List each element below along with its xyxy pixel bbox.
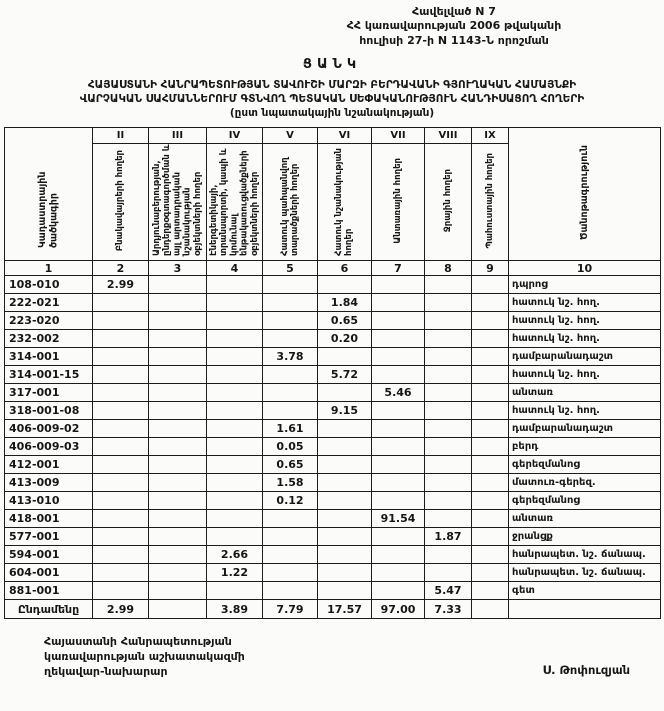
total-value-6: 17.57	[318, 600, 372, 619]
area-value	[263, 366, 318, 384]
area-value	[318, 420, 372, 438]
area-value	[372, 582, 425, 600]
area-value	[207, 528, 263, 546]
reserve-header-label: Պահուստային հողեր	[484, 152, 495, 249]
table-row	[5, 510, 661, 528]
roman-header-8: VIII	[425, 128, 472, 144]
area-value	[149, 330, 207, 348]
area-value: 1.22	[207, 564, 263, 582]
cadastral-code-header-label: Կադաստրային ծածկագիր	[37, 171, 60, 249]
area-value	[207, 348, 263, 366]
column-header-special-purpose	[318, 144, 372, 261]
cadastral-code: 108-010	[5, 276, 93, 294]
area-value	[372, 564, 425, 582]
note-cell: հատուկ նշ. հող.	[509, 330, 661, 348]
area-value	[425, 348, 472, 366]
area-value	[149, 546, 207, 564]
area-value	[93, 330, 149, 348]
area-value	[425, 510, 472, 528]
area-value	[263, 312, 318, 330]
document-subtitle	[4, 78, 660, 121]
note-cell: գետ	[509, 582, 661, 600]
signature-block	[44, 635, 630, 680]
area-value	[318, 456, 372, 474]
area-value	[425, 564, 472, 582]
residential-header-label: Բնակավայրերի հողեր	[115, 149, 126, 252]
total-value-2: 2.99	[93, 600, 149, 619]
area-value	[372, 402, 425, 420]
area-value	[207, 456, 263, 474]
note-cell: գերեզմանոց	[509, 456, 661, 474]
area-value	[263, 510, 318, 528]
area-value	[263, 564, 318, 582]
area-value	[93, 564, 149, 582]
area-value	[425, 384, 472, 402]
table-footer	[5, 600, 661, 619]
column-header-water	[425, 144, 472, 261]
area-value	[372, 366, 425, 384]
column-header-protected-areas	[263, 144, 318, 261]
land-categories-table	[4, 127, 661, 619]
cadastral-code: 232-002	[5, 330, 93, 348]
note-cell: անտառ	[509, 384, 661, 402]
notes-header-label: Ծանոթագրություն	[578, 144, 590, 240]
area-value	[318, 528, 372, 546]
area-value	[93, 546, 149, 564]
area-value	[93, 384, 149, 402]
table-row	[5, 402, 661, 420]
area-value	[149, 384, 207, 402]
column-header-cadastral-code	[5, 128, 93, 261]
table-row	[5, 546, 661, 564]
area-value	[207, 510, 263, 528]
column-header-residential	[93, 144, 149, 261]
column-number-1: 1	[5, 261, 93, 276]
table-row	[5, 420, 661, 438]
cadastral-code: 314-001-15	[5, 366, 93, 384]
area-value	[93, 420, 149, 438]
water-header-label: Ջրային հողեր	[442, 168, 453, 233]
roman-numeral-row	[5, 128, 661, 144]
area-value	[93, 294, 149, 312]
area-value	[149, 294, 207, 312]
appendix-line-2: ՀՀ կառավարության 2006 թվականի	[346, 19, 562, 33]
table-row	[5, 276, 661, 294]
cadastral-code: 577-001	[5, 528, 93, 546]
subtitle-line-2: ՎԱՐՉԱԿԱՆ ՍԱՀՄԱՆՆԵՐՈՒՄ ԳՏՆՎՈՂ ՊԵՏԱԿԱՆ ՍԵՓԱԿԱՆՈՒԹՅՈՒՆ ՀԱՆԴԻՍԱՑՈՂ ՀՈՂԵՐԻ	[79, 93, 585, 106]
area-value	[472, 384, 509, 402]
area-value	[149, 348, 207, 366]
column-header-energy-transport	[207, 144, 263, 261]
document-title: ՑԱՆԿ	[302, 56, 362, 72]
area-value	[372, 492, 425, 510]
area-value	[472, 564, 509, 582]
appendix-block	[254, 5, 654, 48]
area-value	[472, 510, 509, 528]
area-value	[372, 420, 425, 438]
subtitle-line-1: ՀԱՅԱՍՏԱՆԻ ՀԱՆՐԱՊԵՏՈՒԹՅԱՆ ՏԱՎՈՒՇԻ ՄԱՐԶԻ ԲԵՐԴԱՎԱՆԻ ԳՅՈՒՂԱԿԱՆ ՀԱՄԱՅՆՔԻ	[87, 78, 577, 91]
area-value	[372, 330, 425, 348]
area-value	[149, 492, 207, 510]
cadastral-code: 222-021	[5, 294, 93, 312]
area-value	[93, 528, 149, 546]
area-value	[207, 330, 263, 348]
area-value	[93, 438, 149, 456]
table-row	[5, 582, 661, 600]
table-row	[5, 294, 661, 312]
area-value	[207, 366, 263, 384]
cadastral-code: 318-001-08	[5, 402, 93, 420]
area-value	[93, 582, 149, 600]
subtitle-line-3: (ըստ նպատակային նշանակության)	[229, 107, 435, 120]
area-value	[263, 294, 318, 312]
area-value	[263, 546, 318, 564]
area-value	[149, 528, 207, 546]
column-number-6: 6	[318, 261, 372, 276]
area-value	[372, 312, 425, 330]
table-header	[5, 128, 661, 276]
cadastral-code: 406-009-03	[5, 438, 93, 456]
roman-header-4: IV	[207, 128, 263, 144]
area-value	[372, 294, 425, 312]
total-value-5: 7.79	[263, 600, 318, 619]
cadastral-code: 314-001	[5, 348, 93, 366]
area-value	[149, 366, 207, 384]
signatory-name: Ս. Թոփուզյան	[542, 663, 630, 678]
area-value: 5.46	[372, 384, 425, 402]
column-header-industrial	[149, 144, 207, 261]
industrial-header-label: Արդյունաբերության, ընդերքօգտագործման և այլ արտադրական նշանակության օբյեկտների հողեր	[152, 144, 203, 257]
cadastral-code: 413-009	[5, 474, 93, 492]
area-value: 1.84	[318, 294, 372, 312]
total-value-9	[472, 600, 509, 619]
roman-header-7: VII	[372, 128, 425, 144]
column-number-3: 3	[149, 261, 207, 276]
signatory-title-line-1: Հայաստանի Հանրապետության	[44, 635, 232, 649]
note-cell: մատուռ-գերեզ.	[509, 474, 661, 492]
note-cell: հատուկ նշ. հող.	[509, 366, 661, 384]
total-value-7: 97.00	[372, 600, 425, 619]
area-value: 2.66	[207, 546, 263, 564]
area-value	[318, 564, 372, 582]
signatory-title	[44, 635, 245, 680]
area-value	[93, 492, 149, 510]
note-cell: դամբարանադաշտ	[509, 348, 661, 366]
total-label: Ընդամենը	[5, 600, 93, 619]
column-header-notes	[509, 128, 661, 261]
area-value	[425, 330, 472, 348]
total-value-8: 7.33	[425, 600, 472, 619]
area-value: 9.15	[318, 402, 372, 420]
area-value	[263, 276, 318, 294]
area-value	[472, 348, 509, 366]
roman-header-5: V	[263, 128, 318, 144]
column-number-2: 2	[93, 261, 149, 276]
note-cell: հանրապետ. նշ. ճանապ.	[509, 564, 661, 582]
area-value	[425, 474, 472, 492]
area-value	[149, 474, 207, 492]
table-row	[5, 330, 661, 348]
cadastral-code: 317-001	[5, 384, 93, 402]
area-value	[472, 294, 509, 312]
column-header-forest	[372, 144, 425, 261]
area-value	[318, 492, 372, 510]
signatory-title-line-2: կառավարության աշխատակազմի	[44, 650, 245, 664]
cadastral-code: 881-001	[5, 582, 93, 600]
area-value	[207, 492, 263, 510]
area-value	[149, 510, 207, 528]
area-value	[93, 348, 149, 366]
area-value	[263, 402, 318, 420]
area-value	[372, 528, 425, 546]
area-value	[207, 438, 263, 456]
total-note	[509, 600, 661, 619]
area-value	[318, 582, 372, 600]
area-value	[372, 348, 425, 366]
area-value	[149, 276, 207, 294]
area-value: 91.54	[372, 510, 425, 528]
roman-header-2: II	[93, 128, 149, 144]
energy-transport-header-label: Էներգետիկայի, տրանսպորտի, կապի և կոմունալ ենթակառուցվածքների օբյեկտների հողեր	[209, 148, 260, 257]
area-value	[318, 348, 372, 366]
column-number-8: 8	[425, 261, 472, 276]
area-value	[263, 528, 318, 546]
note-cell: հանրապետ. նշ. ճանապ.	[509, 546, 661, 564]
cadastral-code: 412-001	[5, 456, 93, 474]
area-value	[472, 492, 509, 510]
area-value	[207, 402, 263, 420]
total-value-3	[149, 600, 207, 619]
area-value	[263, 384, 318, 402]
area-value	[93, 312, 149, 330]
column-number-9: 9	[472, 261, 509, 276]
area-value	[207, 384, 263, 402]
area-value	[472, 438, 509, 456]
cadastral-code: 223-020	[5, 312, 93, 330]
area-value	[372, 456, 425, 474]
total-row	[5, 600, 661, 619]
area-value	[149, 438, 207, 456]
table-row	[5, 474, 661, 492]
column-number-7: 7	[372, 261, 425, 276]
table-row	[5, 366, 661, 384]
area-value	[472, 474, 509, 492]
note-cell: դպրոց	[509, 276, 661, 294]
area-value	[149, 456, 207, 474]
area-value	[425, 276, 472, 294]
note-cell: հատուկ նշ. հող.	[509, 402, 661, 420]
area-value	[472, 582, 509, 600]
column-number-4: 4	[207, 261, 263, 276]
area-value	[472, 312, 509, 330]
note-cell: բերդ	[509, 438, 661, 456]
note-cell: հատուկ նշ. հող.	[509, 294, 661, 312]
column-number-row	[5, 261, 661, 276]
area-value	[93, 366, 149, 384]
area-value	[318, 474, 372, 492]
area-value	[149, 420, 207, 438]
area-value	[425, 546, 472, 564]
area-value	[207, 474, 263, 492]
area-value: 1.61	[263, 420, 318, 438]
area-value	[472, 420, 509, 438]
table-row	[5, 456, 661, 474]
table-row	[5, 348, 661, 366]
area-value	[472, 546, 509, 564]
table-row	[5, 384, 661, 402]
area-value: 5.47	[425, 582, 472, 600]
area-value	[207, 294, 263, 312]
area-value	[472, 366, 509, 384]
area-value: 0.12	[263, 492, 318, 510]
area-value: 5.72	[318, 366, 372, 384]
protected-areas-header-label: Հատուկ պահպանվող տարածքների հողեր	[279, 157, 300, 257]
area-value: 0.20	[318, 330, 372, 348]
area-value	[149, 564, 207, 582]
table-row	[5, 564, 661, 582]
area-value	[93, 474, 149, 492]
column-header-reserve	[472, 144, 509, 261]
roman-header-3: III	[149, 128, 207, 144]
area-value: 3.78	[263, 348, 318, 366]
cadastral-code: 406-009-02	[5, 420, 93, 438]
area-value	[149, 402, 207, 420]
special-purpose-header-label: Հատուկ նշանակության հողեր	[334, 148, 355, 257]
area-value	[318, 546, 372, 564]
area-value	[425, 366, 472, 384]
table-row	[5, 312, 661, 330]
area-value	[318, 384, 372, 402]
area-value	[318, 276, 372, 294]
area-value	[93, 510, 149, 528]
area-value	[207, 420, 263, 438]
area-value	[372, 276, 425, 294]
table-row	[5, 528, 661, 546]
area-value: 0.05	[263, 438, 318, 456]
area-value	[472, 528, 509, 546]
area-value: 0.65	[318, 312, 372, 330]
area-value	[318, 438, 372, 456]
area-value	[93, 456, 149, 474]
area-value	[372, 438, 425, 456]
area-value: 0.65	[263, 456, 318, 474]
signatory-title-line-3: ղեկավար-նախարար	[44, 665, 168, 679]
forest-header-label: Անտառային հողեր	[392, 157, 403, 244]
area-value	[372, 546, 425, 564]
cadastral-code: 413-010	[5, 492, 93, 510]
note-cell: դամբարանադաշտ	[509, 420, 661, 438]
area-value	[149, 582, 207, 600]
area-value: 1.87	[425, 528, 472, 546]
table-row	[5, 492, 661, 510]
area-value	[425, 294, 472, 312]
area-value	[149, 312, 207, 330]
area-value	[472, 276, 509, 294]
cadastral-code: 604-001	[5, 564, 93, 582]
area-value	[472, 402, 509, 420]
area-value	[425, 420, 472, 438]
note-cell: ջրանցք	[509, 528, 661, 546]
column-number-5: 5	[263, 261, 318, 276]
area-value	[207, 312, 263, 330]
total-value-4: 3.89	[207, 600, 263, 619]
area-value	[318, 510, 372, 528]
area-value	[207, 276, 263, 294]
area-value	[425, 456, 472, 474]
area-value	[472, 330, 509, 348]
note-cell: գերեզմանոց	[509, 492, 661, 510]
note-cell: անտառ	[509, 510, 661, 528]
area-value	[425, 312, 472, 330]
appendix-line-1: Հավելված N 7	[412, 5, 496, 18]
table-body	[5, 276, 661, 600]
note-cell: հատուկ նշ. հող.	[509, 312, 661, 330]
area-value	[93, 402, 149, 420]
cadastral-code: 418-001	[5, 510, 93, 528]
area-value	[425, 438, 472, 456]
area-value	[472, 456, 509, 474]
area-value: 1.58	[263, 474, 318, 492]
area-value	[207, 582, 263, 600]
area-value: 2.99	[93, 276, 149, 294]
appendix-line-3: հուլիսի 27-ի N 1143-Ն որոշման	[359, 33, 549, 47]
area-value	[425, 402, 472, 420]
area-value	[263, 330, 318, 348]
roman-header-9: IX	[472, 128, 509, 144]
cadastral-code: 594-001	[5, 546, 93, 564]
table-row	[5, 438, 661, 456]
roman-header-6: VI	[318, 128, 372, 144]
area-value	[263, 582, 318, 600]
column-number-10: 10	[509, 261, 661, 276]
area-value	[425, 492, 472, 510]
area-value	[372, 474, 425, 492]
